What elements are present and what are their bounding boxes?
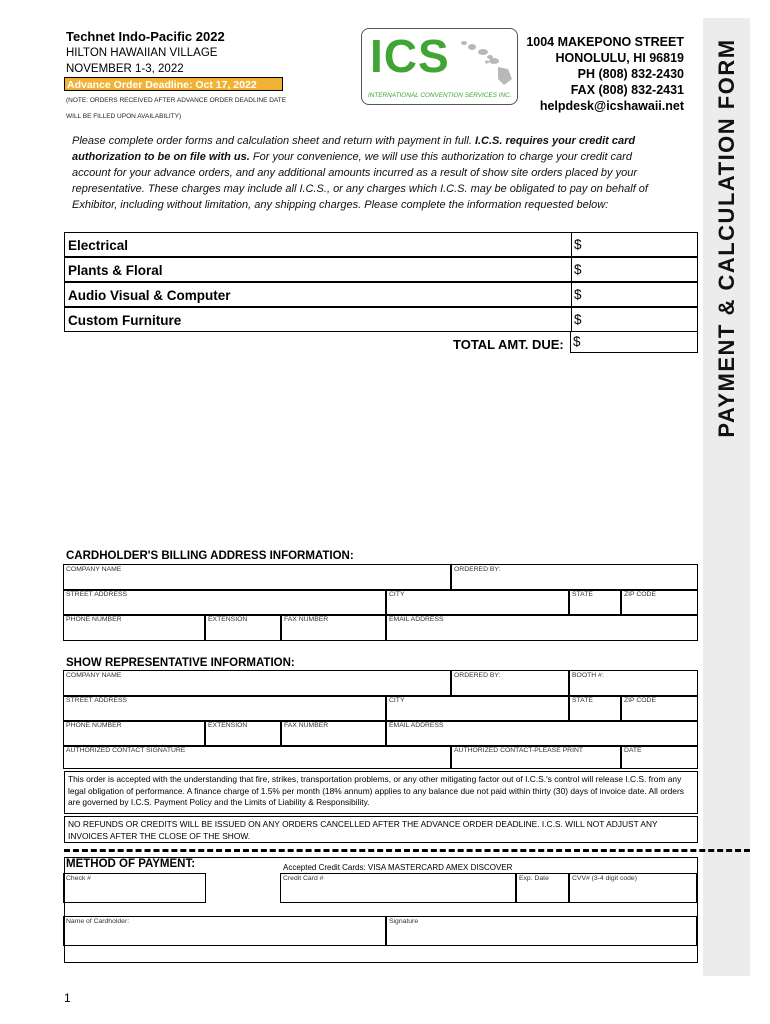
rep-phone-field[interactable]: PHONE NUMBER <box>63 720 205 747</box>
rep-state-field[interactable]: STATE <box>569 695 621 722</box>
payment-title: METHOD OF PAYMENT: <box>66 858 196 870</box>
deadline-banner: Advance Order Deadline: Oct 17, 2022 <box>64 77 283 91</box>
rep-date-field[interactable]: DATE <box>621 745 698 769</box>
contact-email[interactable]: helpdesk@icshawaii.net <box>539 99 684 113</box>
amount-input[interactable]: $ <box>571 308 582 331</box>
cvv-field[interactable]: CVV# (3-4 digit code) <box>569 873 697 903</box>
billing-street-field[interactable]: STREET ADDRESS <box>63 589 386 616</box>
deadline-note-line1: (NOTE: ORDERS RECEIVED AFTER ADVANCE ORDER DEADLINE DATE <box>66 97 287 104</box>
contact-phone: PH (808) 832-2430 <box>577 67 684 81</box>
accepted-cards: Accepted Credit Cards: VISA MASTERCARD AMEX DISCOVER <box>283 863 513 872</box>
amount-input[interactable]: $ <box>571 283 582 306</box>
intro-text-bold: I.C.S. requires your credit card authorization to be on file with us. <box>72 135 636 163</box>
intro-text-2: For your convenience, we will use this authorization to charge your credit card account for your advance orders, and any additional amounts incurred as a result of show site orders placed by your representative. These charges may include all I.C.S., or any charges which I.C.S. may be obligated to pay on behalf of Exhibitor, including without limitation, any shipping charges. Please complete the information requested below: <box>72 151 648 211</box>
amount-input[interactable]: $ <box>571 258 582 281</box>
rep-fax-field[interactable]: FAX NUMBER <box>281 720 386 747</box>
exp-date-field[interactable]: Exp. Date <box>516 873 569 903</box>
amount-row-custom-furniture <box>64 307 698 332</box>
amount-input[interactable]: $ <box>571 233 582 256</box>
no-refunds-notice: NO REFUNDS OR CREDITS WILL BE ISSUED ON ANY ORDERS CANCELLED AFTER THE ADVANCE ORDER DEADLINE. I.C.S. WILL NOT ADJUST ANY INVOICES AFTER THE CLOSE OF THE SHOW. <box>64 816 698 843</box>
billing-email-field[interactable]: EMAIL ADDRESS <box>386 614 698 641</box>
billing-title: CARDHOLDER'S BILLING ADDRESS INFORMATION: <box>66 550 354 562</box>
intro-text-1: Please complete order forms and calculation sheet and return with payment in full. <box>72 135 475 147</box>
rep-auth-signature-field[interactable]: AUTHORIZED CONTACT SIGNATURE <box>63 745 451 769</box>
credit-card-number-field[interactable]: Credit Card # <box>280 873 516 903</box>
contact-fax: FAX (808) 832-2431 <box>570 83 684 97</box>
billing-company-field[interactable]: COMPANY NAME <box>63 564 451 591</box>
form-title: PAYMENT & CALCULATION FORM <box>713 38 739 438</box>
cardholder-name-field[interactable]: Name of Cardholder: <box>63 916 386 946</box>
total-label: TOTAL AMT. DUE: <box>453 337 564 352</box>
event-title: Technet Indo-Pacific 2022 <box>66 29 225 44</box>
disclaimer-text: This order is accepted with the understanding that fire, strikes, transportation problems, or any other mitigating factor out of I.C.S.'s control will release I.C.S. from any legal obligation of performance. A finance charge of 1.5% per month (18% annum) applies to any balance due not paid within thirty (30) days of invoice date. All orders are governed by I.C.S. Payment Policy and the Limits of Liability & Responsibility. <box>64 771 698 814</box>
logo-mark: ICS <box>370 30 450 82</box>
event-dates: NOVEMBER 1-3, 2022 <box>66 63 184 75</box>
billing-city-field[interactable]: CITY <box>386 589 569 616</box>
billing-phone-field[interactable]: PHONE NUMBER <box>63 614 205 641</box>
page-number: 1 <box>64 991 71 1005</box>
contact-block <box>526 34 684 114</box>
amount-label: Plants & Floral <box>68 263 163 278</box>
event-venue: HILTON HAWAIIAN VILLAGE <box>66 47 218 59</box>
rep-zip-field[interactable]: ZIP CODE <box>621 695 698 722</box>
billing-extension-field[interactable]: EXTENSION <box>205 614 281 641</box>
contact-street: 1004 MAKEPONO STREET <box>526 35 684 49</box>
rep-city-field[interactable]: CITY <box>386 695 569 722</box>
cut-line-divider <box>64 849 750 852</box>
logo-subtitle: INTERNATIONAL CONVENTION SERVICES INC. <box>368 92 512 99</box>
rep-ordered-by-field[interactable]: ORDERED BY: <box>451 670 569 697</box>
signature-field[interactable]: Signature <box>386 916 697 946</box>
rep-street-field[interactable]: STREET ADDRESS <box>63 695 386 722</box>
rep-auth-print-field[interactable]: AUTHORIZED CONTACT-PLEASE PRINT <box>451 745 621 769</box>
amount-label: Custom Furniture <box>68 313 182 328</box>
total-input[interactable]: $ <box>570 331 698 353</box>
billing-state-field[interactable]: STATE <box>569 589 621 616</box>
billing-zip-field[interactable]: ZIP CODE <box>621 589 698 616</box>
intro-paragraph <box>72 133 672 213</box>
amount-row-electrical <box>64 232 698 257</box>
amount-label: Electrical <box>68 238 129 253</box>
amount-label: Audio Visual & Computer <box>68 288 231 303</box>
billing-fax-field[interactable]: FAX NUMBER <box>281 614 386 641</box>
form-title-banner <box>703 18 750 976</box>
ics-logo <box>361 28 518 105</box>
contact-city: HONOLULU, HI 96819 <box>555 51 684 65</box>
amount-row-plants-floral <box>64 257 698 282</box>
check-number-field[interactable]: Check # <box>63 873 206 903</box>
rep-extension-field[interactable]: EXTENSION <box>205 720 281 747</box>
amount-row-audio-visual <box>64 282 698 307</box>
show-rep-title: SHOW REPRESENTATIVE INFORMATION: <box>66 657 295 669</box>
deadline-note-line2: WILL BE FILLED UPON AVAILABILITY) <box>66 113 182 120</box>
billing-ordered-by-field[interactable]: ORDERED BY: <box>451 564 698 591</box>
rep-booth-field[interactable]: BOOTH #: <box>569 670 698 697</box>
rep-company-field[interactable]: COMPANY NAME <box>63 670 451 697</box>
rep-email-field[interactable]: EMAIL ADDRESS <box>386 720 698 747</box>
hawaii-islands-icon <box>458 35 514 87</box>
